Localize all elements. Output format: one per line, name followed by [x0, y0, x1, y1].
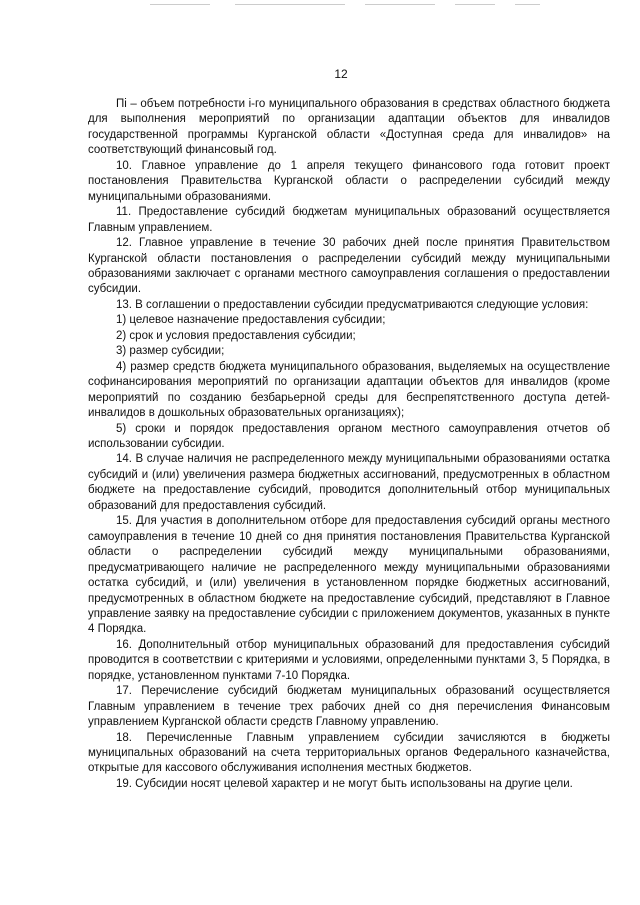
scan-artifact [235, 4, 345, 5]
list-item-3: 3) размер субсидии; [116, 345, 225, 358]
scan-artifact [455, 4, 495, 5]
paragraph-19: 19. Субсидии носят целевой характер и не могут быть использованы на другие цели. [116, 777, 573, 790]
paragraph-formula-definition: Пi – объем потребности i-го муниципального образования в средствах областного бюджета для выполнения мероприятий по организации адаптации объектов для инвалидов государственной программы Курганской области «Доступная среда для инвалидов» на соответствующий финансовый год. [88, 98, 610, 157]
paragraph-15: 15. Для участия в дополнительном отборе для предоставления субсидий органы местного самоуправления в течение 10 дней со дня принятия постановления Правительства Курганской области о распределении субсидий между муниципальными образованиями, предусматривающего наличие не распределенного между муниципальными образованиями остатка субсидий, и (или) увеличения в установленном порядке бюджетных ассигнований, предусмотренных в областном бюджете на предоставление субсидий, представляют в Главное управление заявку на предоставление субсидии с приложением документов, указанных в пункте 4 Порядка. [88, 515, 610, 636]
paragraph-18: 18. Перечисленные Главным управлением субсидии зачисляются в бюджеты муниципальных образований на счета территориальных органов Федерального казначейства, открытые для кассового обслуживания исполнения местных бюджетов. [88, 731, 610, 775]
paragraph-13: 13. В соглашении о предоставлении субсидии предусматриваются следующие условия: [116, 298, 589, 311]
paragraph-14: 14. В случае наличия не распределенного между муниципальными образованиями остатка субсидий и (или) увеличения размера бюджетных ассигнований, предусмотренных в областном бюджете на предоставление субсидий, проводится дополнительный отбор муниципальных образований для предоставления субсидий. [88, 453, 610, 512]
paragraph-11: 11. Предоставление субсидий бюджетам муниципальных образований осуществляется Главным управлением. [88, 206, 610, 234]
page-number: 12 [334, 67, 348, 81]
scan-artifact [150, 4, 210, 5]
list-item-1: 1) целевое назначение предоставления субсидии; [116, 314, 386, 327]
list-item-4: 4) размер средств бюджета муниципального образования, выделяемых на осуществление софинансирования мероприятий по организации адаптации объектов для инвалидов (кроме мероприятий по созданию безбарьерной среды для беспрепятственного доступа детей-инвалидов в дошкольных образовательных организациях); [88, 360, 610, 420]
list-item-5: 5) сроки и порядок предоставления органом местного самоуправления отчетов об использовании субсидии. [88, 422, 610, 450]
scan-artifact [365, 4, 435, 5]
paragraph-12: 12. Главное управление в течение 30 рабочих дней после принятия Правительством Курганской области постановления о распределении субсидий между муниципальными образованиями заключает с органами местного самоуправления соглашения о предоставлении субсидии. [88, 237, 610, 296]
list-item-2: 2) срок и условия предоставления субсидии; [116, 329, 356, 342]
paragraph-17: 17. Перечисление субсидий бюджетам муниципальных образований осуществляется Главным управлением в течение трех рабочих дней со дня перечисления Финансовым управлением Курганской области средств Главному управлению. [88, 685, 610, 729]
paragraph-16: 16. Дополнительный отбор муниципальных образований для предоставления субсидий проводится в соответствии с критериями и условиями, определенными пунктами 3, 5 Порядка, в порядке, установленном пунктами 7-10 Порядка. [88, 638, 610, 682]
paragraph-10: 10. Главное управление до 1 апреля текущего финансового года готовит проект постановления Правительства Курганской области о распределении субсидий между муниципальными образованиями. [88, 159, 610, 203]
document-body [88, 97, 610, 792]
scan-artifact [515, 4, 540, 5]
